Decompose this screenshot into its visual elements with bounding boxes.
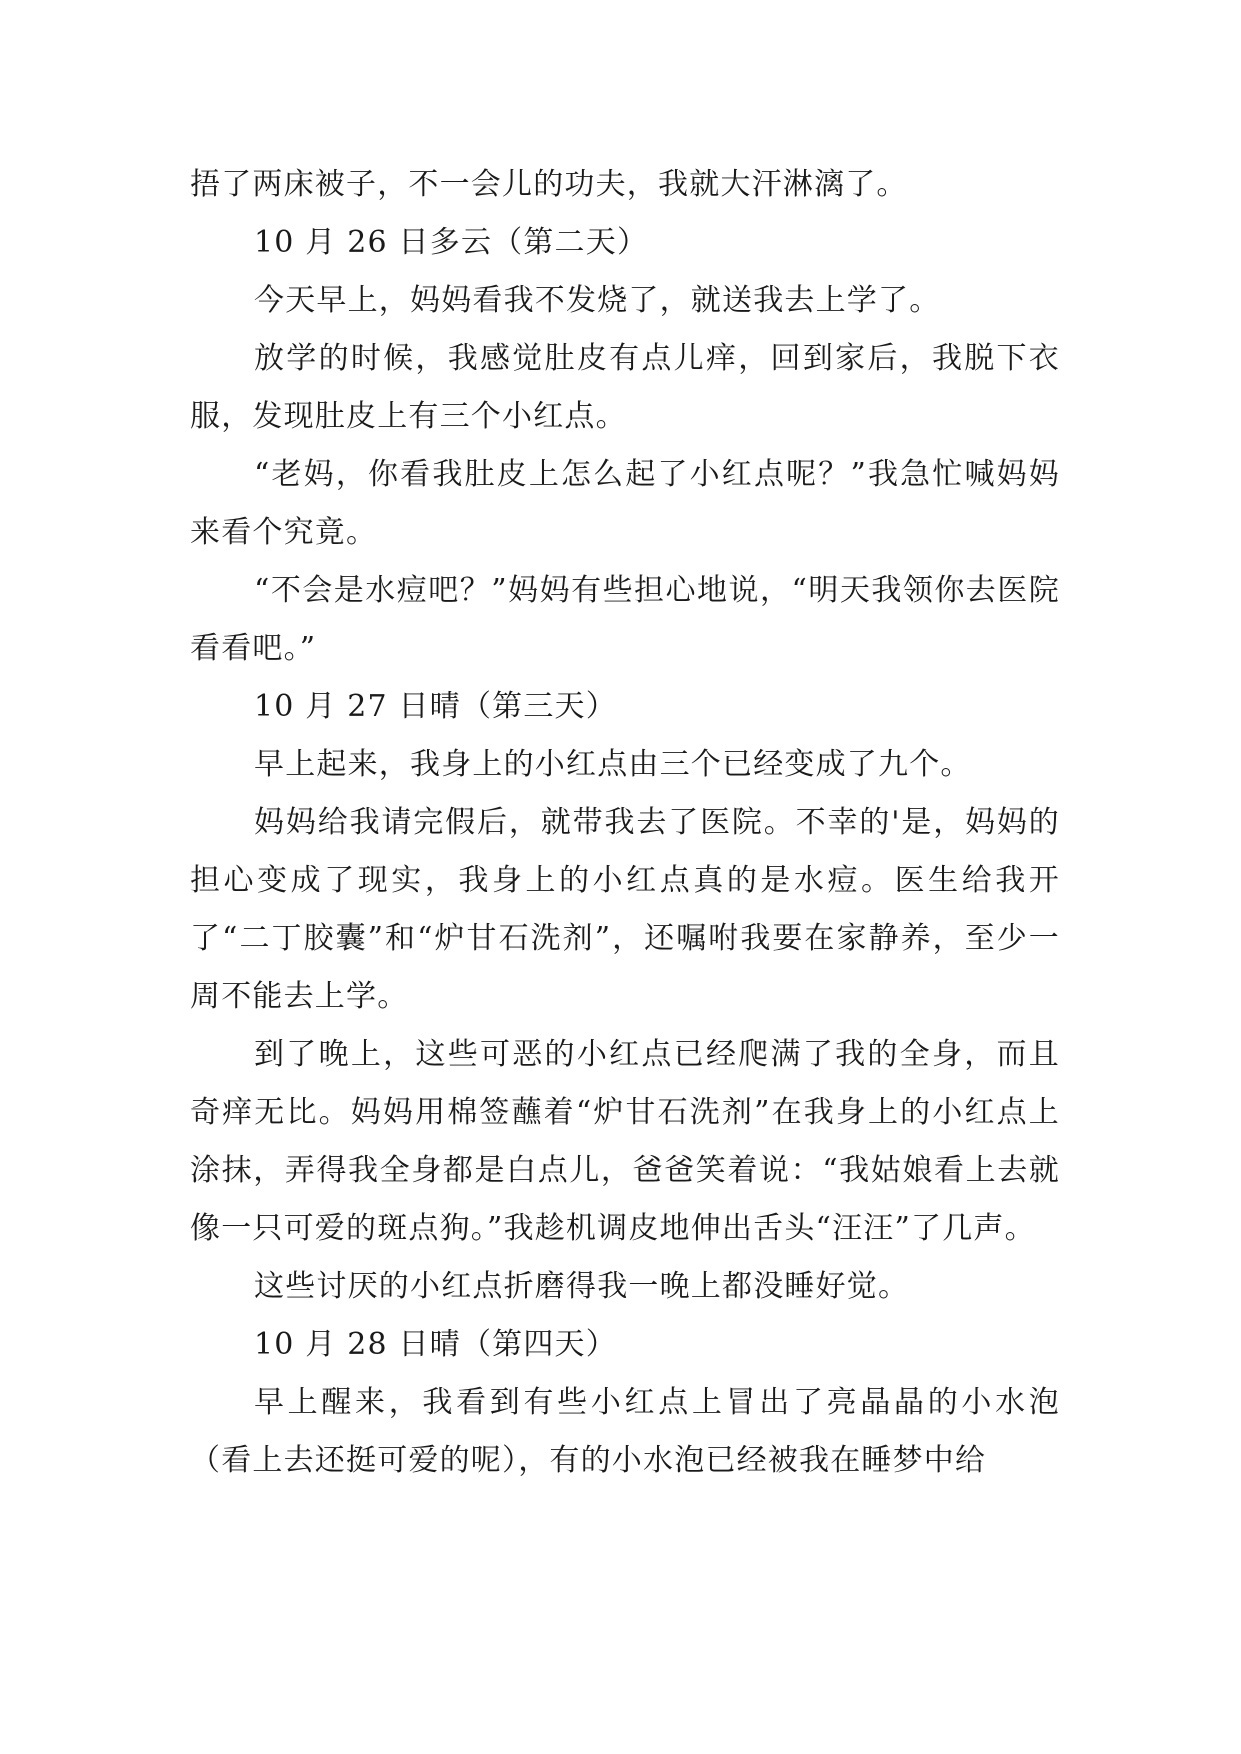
paragraph: “不会是水痘吧？”妈妈有些担心地说，“明天我领你去医院看看吧。” [190, 573, 1060, 666]
paragraph: 放学的时候，我感觉肚皮有点儿痒，回到家后，我脱下衣服，发现肚皮上有三个小红点。 [190, 341, 1060, 434]
body-text [190, 156, 1060, 1490]
diary-date-heading: 10 月 26 日多云（第二天） [254, 225, 649, 260]
paragraph: 今天早上，妈妈看我不发烧了，就送我去上学了。 [254, 283, 941, 318]
paragraph: 妈妈给我请完假后，就带我去了医院。不幸的'是，妈妈的担心变成了现实，我身上的小红点真的是水痘。医生给我开了“二丁胶囊”和“炉甘石洗剂”，还嘱咐我要在家静养，至少一周不能去上学。 [190, 805, 1060, 1014]
diary-date-heading: 10 月 28 日晴（第四天） [254, 1327, 617, 1362]
paragraph: 到了晚上，这些可恶的小红点已经爬满了我的全身，而且奇痒无比。妈妈用棉签蘸着“炉甘石洗剂”在我身上的小红点上涂抹，弄得我全身都是白点儿，爸爸笑着说：“我姑娘看上去就像一只可爱的斑点狗。”我趁机调皮地伸出舌头“汪汪”了几声。 [190, 1037, 1060, 1246]
paragraph: 这些讨厌的小红点折磨得我一晚上都没睡好觉。 [254, 1269, 910, 1304]
paragraph: 早上醒来，我看到有些小红点上冒出了亮晶晶的小水泡（看上去还挺可爱的呢），有的小水泡已经被我在睡梦中给 [190, 1385, 1060, 1478]
paragraph-continuation: 捂了两床被子，不一会儿的功夫，我就大汗淋漓了。 [190, 167, 908, 202]
paragraph: “老妈，你看我肚皮上怎么起了小红点呢？”我急忙喊妈妈来看个究竟。 [190, 457, 1060, 550]
paragraph: 早上起来，我身上的小红点由三个已经变成了九个。 [254, 747, 972, 782]
diary-date-heading: 10 月 27 日晴（第三天） [254, 689, 617, 724]
